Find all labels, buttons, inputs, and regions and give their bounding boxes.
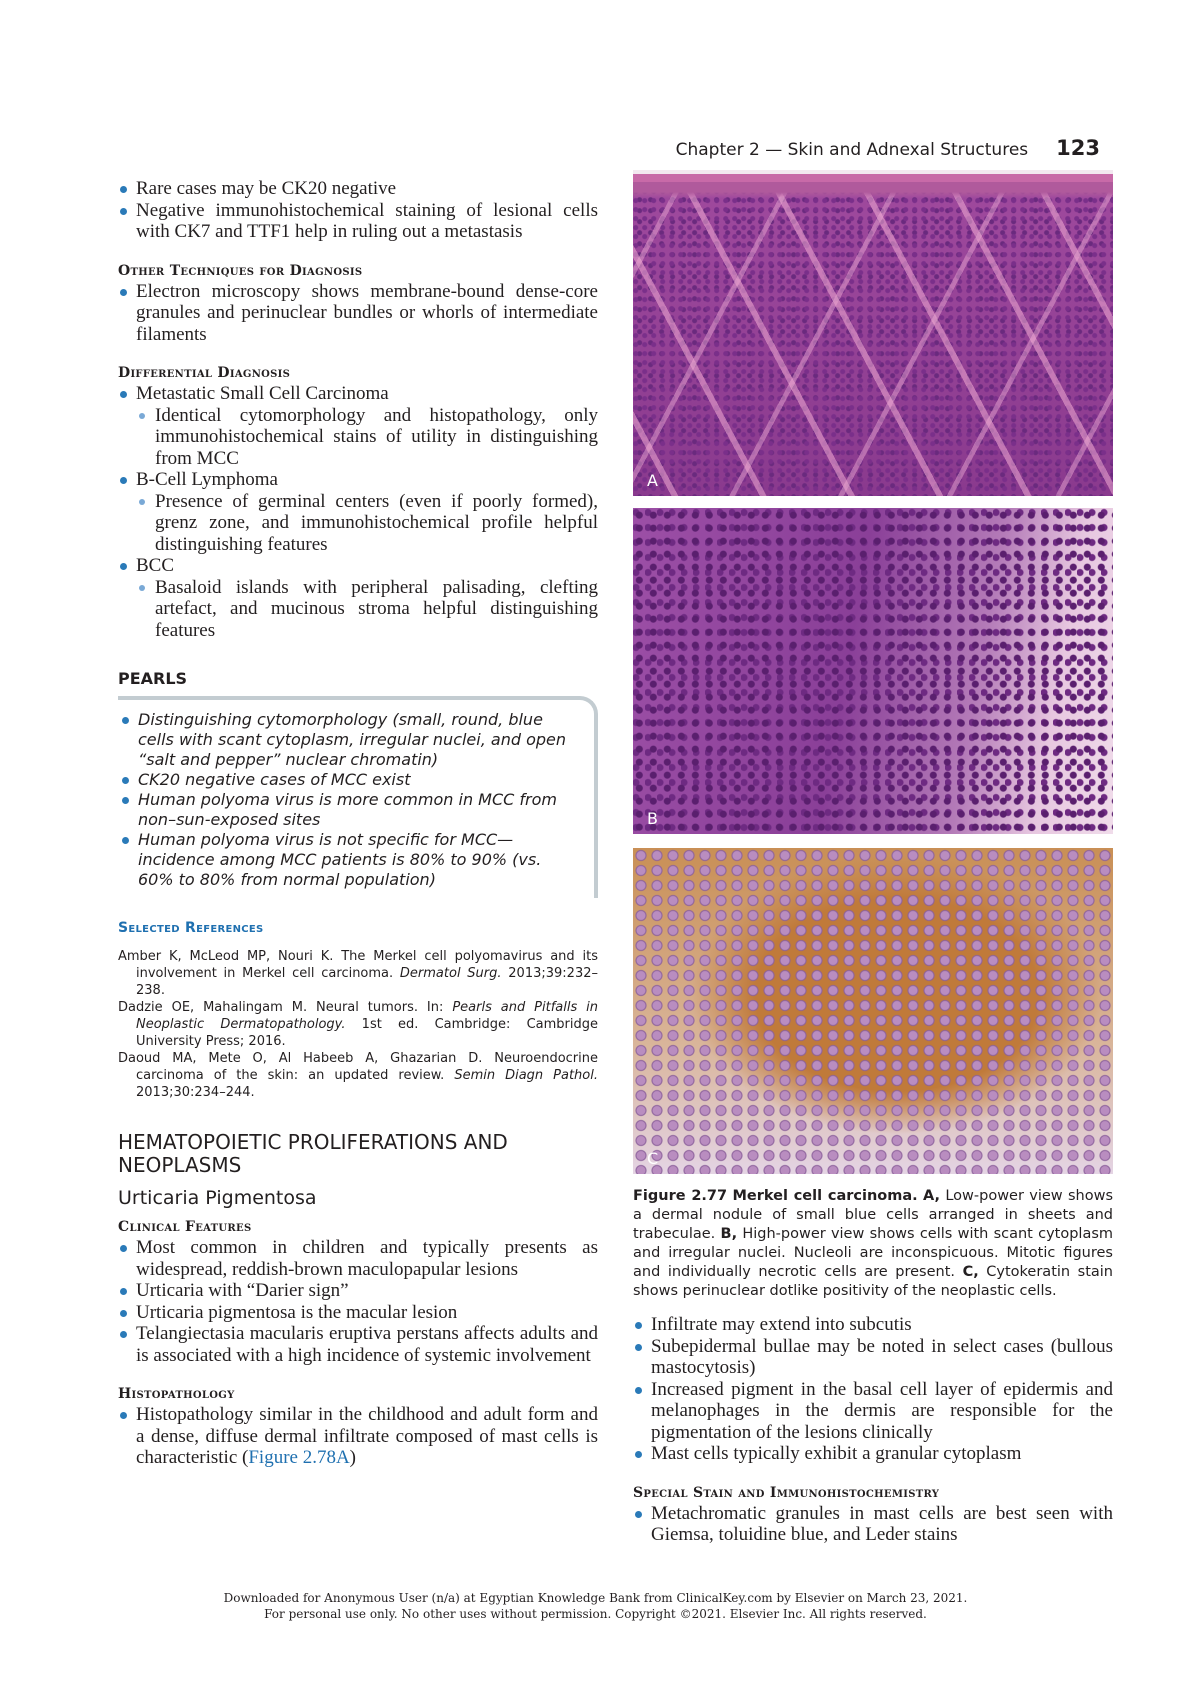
differential-label: Metastatic Small Cell Carcinoma bbox=[136, 383, 389, 404]
histopathology-list bbox=[118, 1404, 598, 1469]
list-item: CK20 negative cases of MCC exist bbox=[120, 770, 580, 790]
list-item: Electron microscopy shows membrane-bound dense-core granules and perinuclear bundles or whorls of intermediate filaments bbox=[118, 281, 598, 346]
clinical-features-heading: Clinical Features bbox=[118, 1219, 252, 1235]
section-title: HEMATOPOIETIC PROLIFERATIONS AND NEOPLASMS bbox=[118, 1130, 508, 1177]
list-item: Human polyoma virus is not specific for MCC—incidence among MCC patients is 80% to 90% (vs. 60% to 80% from normal population) bbox=[120, 830, 580, 890]
micrograph-panel-c bbox=[633, 848, 1113, 1174]
list-item: Increased pigment in the basal cell layer of epidermis and melanophages in the dermis are responsible for the pigmentation of the lesions clinically bbox=[633, 1379, 1113, 1444]
subsection-title: Urticaria Pigmentosa bbox=[118, 1187, 317, 1209]
sub-list-item: Presence of germinal centers (even if poorly formed), grenz zone, and immunohistochemical profile helpful distinguishing features bbox=[136, 491, 598, 556]
list-item: Urticaria with “Darier sign” bbox=[118, 1280, 598, 1302]
other-techniques-list bbox=[118, 281, 598, 346]
list-item: Most common in children and typically presents as widespread, reddish-brown maculopapular lesions bbox=[118, 1237, 598, 1280]
intro-bullet-list bbox=[118, 178, 598, 243]
list-item: Telangiectasia macularis eruptiva perstans affects adults and is associated with a high incidence of systemic involvement bbox=[118, 1323, 598, 1366]
pearls-box bbox=[118, 696, 598, 898]
histopathology-heading: Histopathology bbox=[118, 1386, 235, 1402]
special-stain-heading: Special Stain and Immunohistochemistry bbox=[633, 1484, 940, 1501]
footer-line-2: For personal use only. No other uses without permission. Copyright ©2021. Elsevier Inc. All rights reserved. bbox=[264, 1607, 927, 1621]
clinical-features-list bbox=[118, 1237, 598, 1366]
panel-label-b: B bbox=[647, 809, 658, 828]
micrograph-panel-a bbox=[633, 170, 1113, 496]
list-item: Human polyoma virus is more common in MCC from non–sun-exposed sites bbox=[120, 790, 580, 830]
sub-list-item: Basaloid islands with peripheral palisading, clefting artefact, and mucinous stroma helpful distinguishing features bbox=[136, 577, 598, 642]
list-item: Negative immunohistochemical staining of lesional cells with CK7 and TTF1 help in ruling out a metastasis bbox=[118, 200, 598, 243]
list-item: Subepidermal bullae may be noted in select cases (bullous mastocytosis) bbox=[633, 1336, 1113, 1379]
differential-heading: Differential Diagnosis bbox=[118, 365, 291, 381]
list-item: Mast cells typically exhibit a granular cytoplasm bbox=[633, 1443, 1113, 1465]
other-techniques-heading: Other Techniques for Diagnosis bbox=[118, 262, 363, 279]
differential-list bbox=[118, 383, 598, 641]
differential-label: BCC bbox=[136, 555, 175, 576]
pearls-title: PEARLS bbox=[118, 669, 188, 688]
download-footer bbox=[0, 1590, 1191, 1622]
page-number: 123 bbox=[1056, 136, 1100, 160]
sub-list-item: Identical cytomorphology and histopathology, only immunohistochemical stains of utility in distinguishing from MCC bbox=[136, 405, 598, 470]
reference-item: Amber K, McLeod MP, Nouri K. The Merkel cell polyomavirus and its involvement in Merkel cell carcinoma. Dermatol Surg. 2013;39:232–238. bbox=[118, 949, 598, 998]
right-bullet-list bbox=[633, 1314, 1113, 1465]
micrograph-panel-b bbox=[633, 508, 1113, 834]
list-item: Distinguishing cytomorphology (small, round, blue cells with scant cytoplasm, irregular nuclei, and open “salt and pepper” nuclear chromatin) bbox=[120, 710, 580, 770]
list-item bbox=[118, 383, 598, 469]
list-item: Metachromatic granules in mast cells are best seen with Giemsa, toluidine blue, and Leder stains bbox=[633, 1503, 1113, 1546]
figure-link[interactable]: Figure 2.78A bbox=[248, 1447, 350, 1468]
panel-label-c: C bbox=[647, 1149, 659, 1168]
left-column bbox=[118, 178, 598, 1469]
references-heading: Selected References bbox=[118, 920, 264, 936]
pearls-list bbox=[120, 710, 580, 890]
chapter-title: Chapter 2 — Skin and Adnexal Structures bbox=[675, 140, 1029, 160]
panel-label-a: A bbox=[647, 471, 658, 490]
list-item: Infiltrate may extend into subcutis bbox=[633, 1314, 1113, 1336]
figure-caption: Figure 2.77 Merkel cell carcinoma. A, Low-power view shows a dermal nodule of small blue cells arranged in sheets and trabeculae. B, High-power view shows cells with scant cytoplasm and irregular nuclei. Nucleoli are inconspicuous. Mitotic figures and individually necrotic cells are present. C, Cytokeratin stain shows perinuclear dotlike positivity of the neoplastic cells. bbox=[633, 1188, 1114, 1299]
list-item bbox=[118, 469, 598, 555]
right-column bbox=[633, 1314, 1113, 1546]
references-list bbox=[118, 948, 598, 1101]
differential-label: B-Cell Lymphoma bbox=[136, 469, 278, 490]
running-head bbox=[676, 136, 1100, 160]
footer-line-1: Downloaded for Anonymous User (n/a) at Egyptian Knowledge Bank from ClinicalKey.com by Elsevier on March 23, 2021. bbox=[223, 1591, 968, 1605]
reference-item: Dadzie OE, Mahalingam M. Neural tumors. In: Pearls and Pitfalls in Neoplastic Dermatopathology. 1st ed. Cambridge: Cambridge University Press; 2016. bbox=[118, 1000, 599, 1049]
list-item: Rare cases may be CK20 negative bbox=[118, 178, 598, 200]
list-item: Histopathology similar in the childhood and adult form and a dense, diffuse dermal infiltrate composed of mast cells is characteristic (Figure 2.78A) bbox=[118, 1404, 598, 1469]
special-stain-list bbox=[633, 1503, 1113, 1546]
list-item: Urticaria pigmentosa is the macular lesion bbox=[118, 1302, 598, 1324]
list-item bbox=[118, 555, 598, 641]
reference-item: Daoud MA, Mete O, Al Habeeb A, Ghazarian D. Neuroendocrine carcinoma of the skin: an updated review. Semin Diagn Pathol. 2013;30:234–244. bbox=[118, 1051, 598, 1100]
